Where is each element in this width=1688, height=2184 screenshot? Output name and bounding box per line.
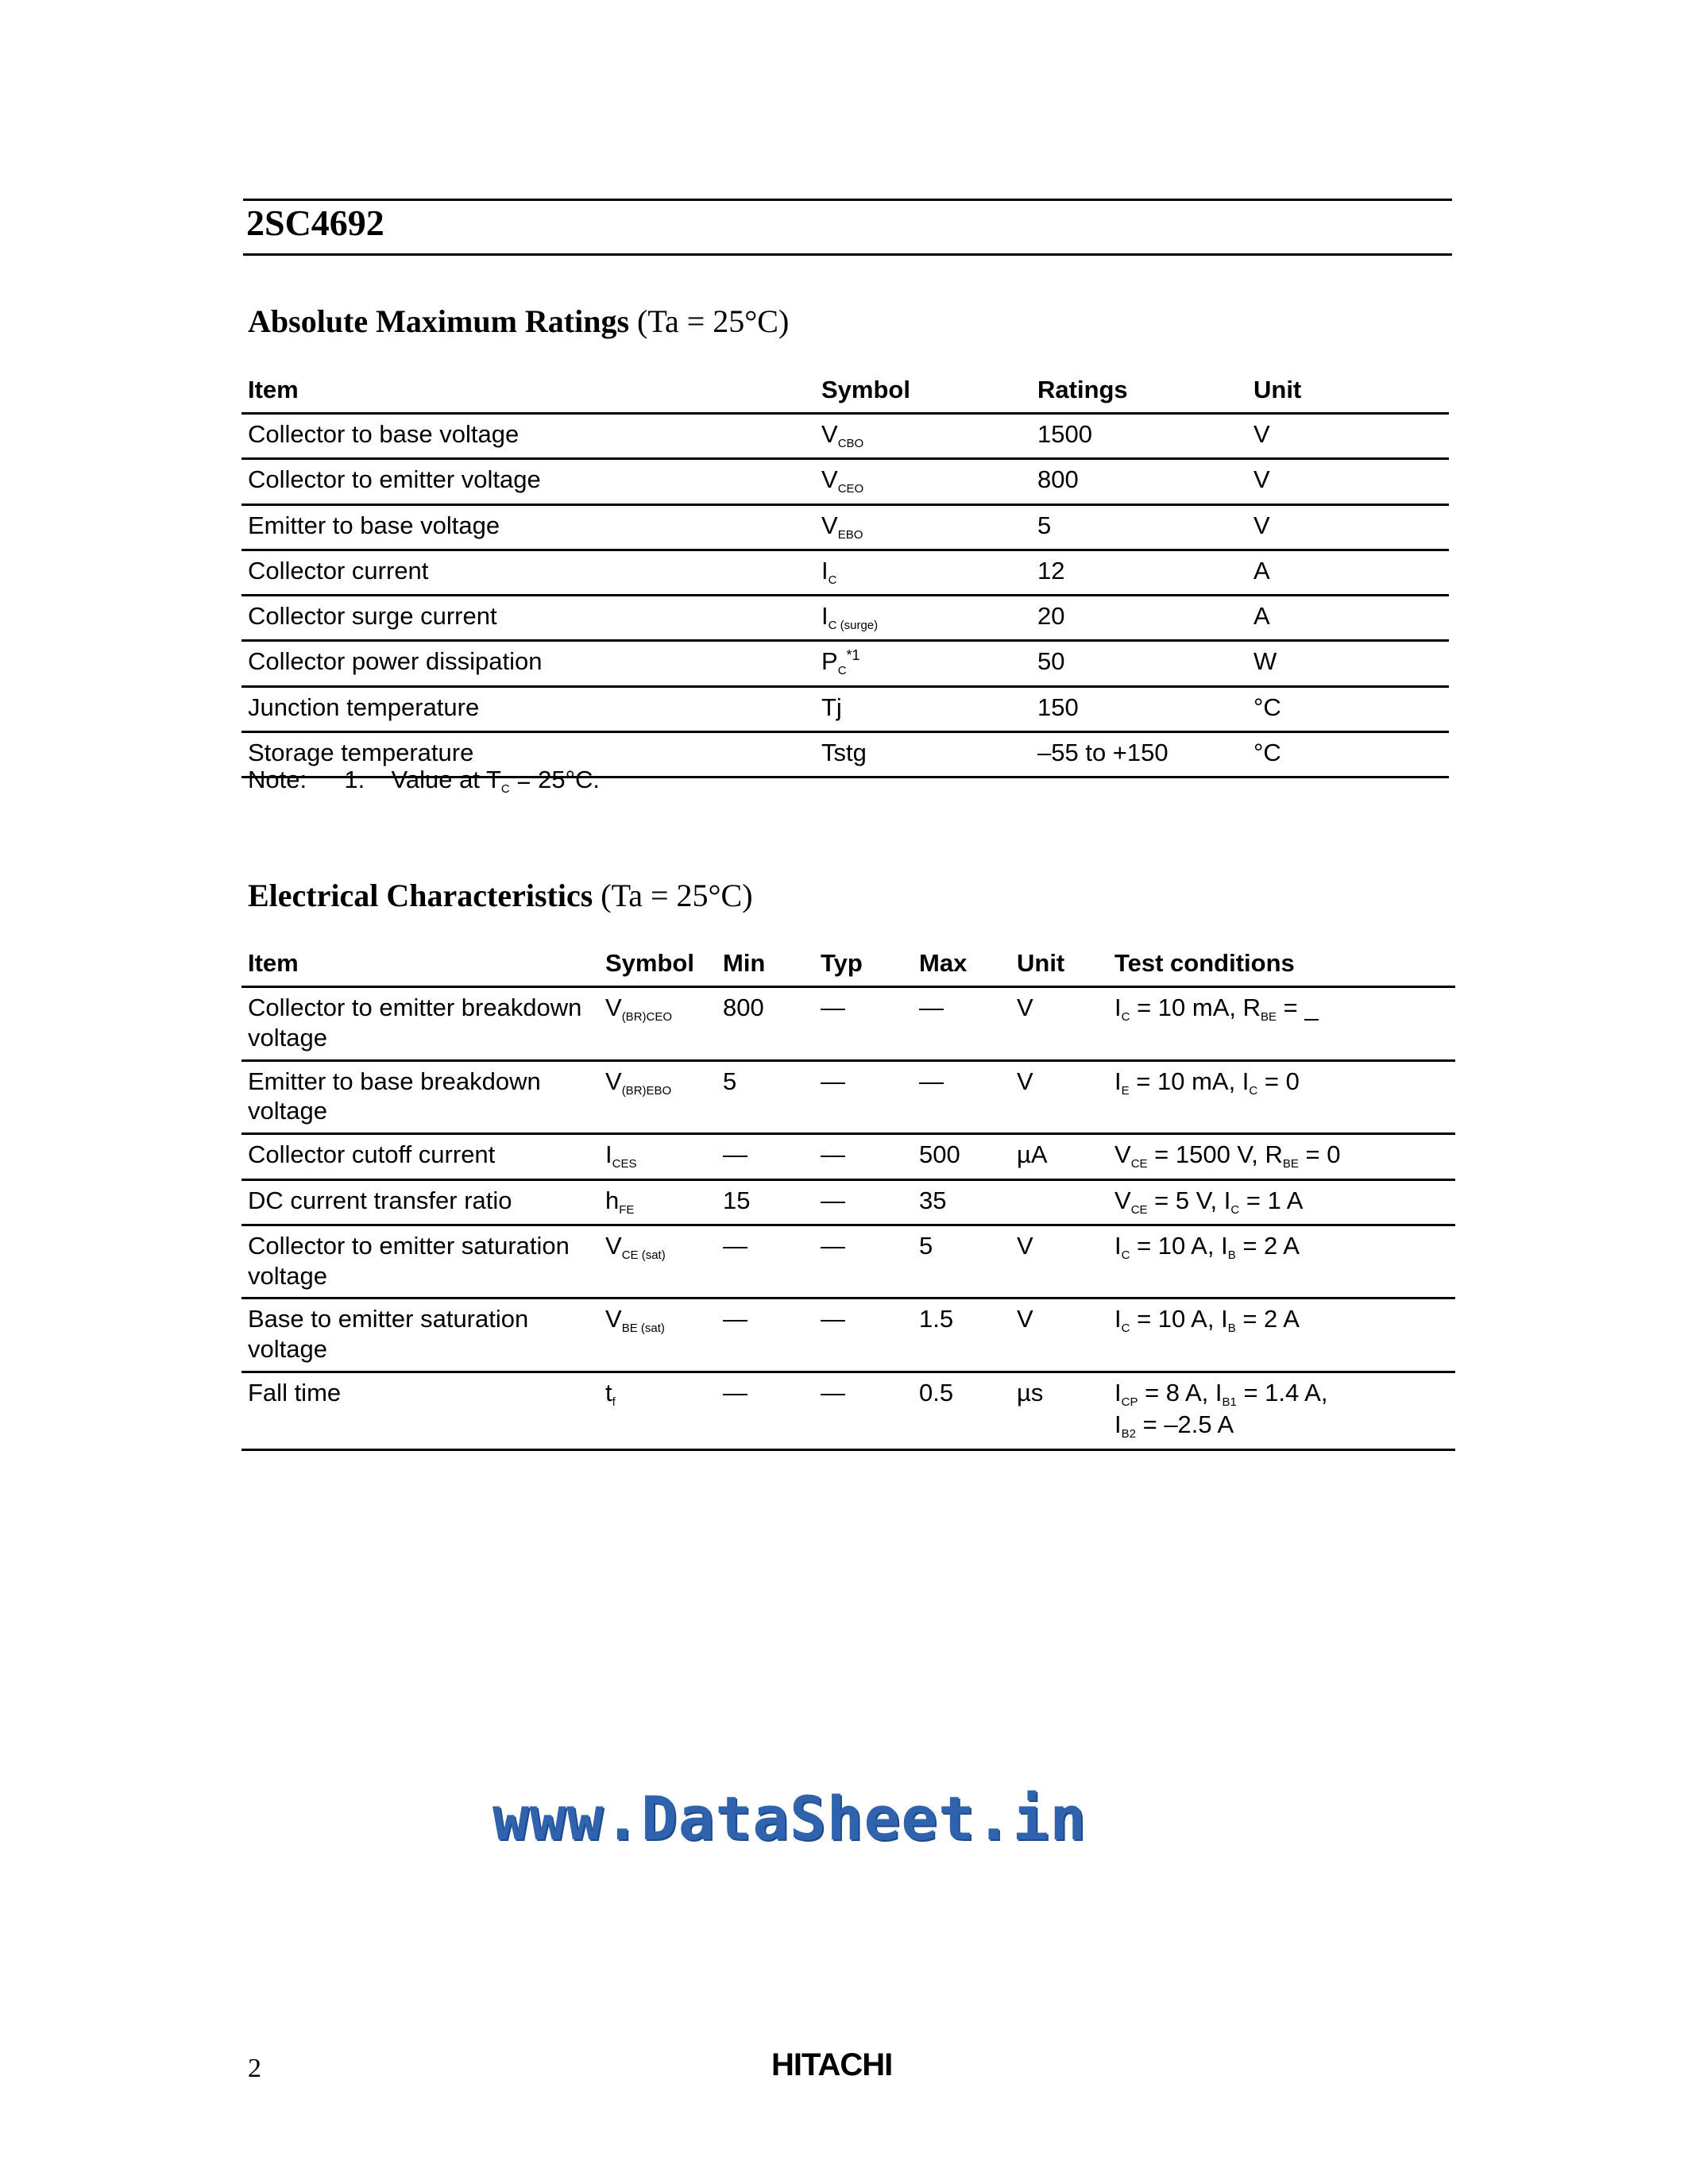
condition-subscript: B2: [1121, 1427, 1136, 1441]
cell-test-conditions: [1108, 1225, 1455, 1298]
column-header-symbol: Symbol: [815, 368, 1031, 414]
cell-test-conditions: [1108, 1298, 1455, 1372]
absolute-max-ratings-table: [241, 368, 1449, 778]
condition-text: = 1.4 A,: [1236, 1379, 1328, 1407]
table-row: [241, 1372, 1455, 1450]
cell-item: Collector surge current: [241, 596, 815, 641]
cell-rating: 800: [1031, 459, 1247, 504]
condition-subscript: CP: [1121, 1395, 1138, 1410]
symbol-main: Tstg: [821, 738, 867, 766]
cell-symbol: [599, 1060, 717, 1134]
condition-text: = 1500 V, R: [1147, 1140, 1283, 1169]
condition-text: = –2.5 A: [1135, 1410, 1234, 1439]
table-row: [241, 459, 1449, 504]
cell-item: [241, 1372, 599, 1450]
table-row: [241, 596, 1449, 641]
item-line: Fall time: [248, 1379, 342, 1407]
cell-item: Storage temperature: [241, 731, 815, 777]
cell-unit: W: [1247, 641, 1449, 686]
cell-typ: —: [814, 1179, 913, 1225]
symbol-main: V: [605, 1231, 622, 1260]
condition-text: I: [1114, 1410, 1122, 1439]
cell-unit: [1010, 1179, 1108, 1225]
cell-symbol: [599, 987, 717, 1061]
cell-typ: —: [814, 987, 913, 1061]
symbol-subscript: FE: [619, 1202, 635, 1217]
cell-symbol: [815, 504, 1031, 550]
cell-min: —: [717, 1372, 814, 1450]
cell-item: Collector current: [241, 550, 815, 595]
cell-max: 500: [913, 1134, 1010, 1179]
cell-symbol: [815, 414, 1031, 459]
cell-max: 1.5: [913, 1298, 1010, 1372]
cell-typ: —: [814, 1372, 913, 1450]
cell-rating: –55 to +150: [1031, 731, 1247, 777]
condition-subscript: C: [1249, 1083, 1258, 1098]
cell-max: 35: [913, 1179, 1010, 1225]
table-header-row: [241, 942, 1455, 987]
cell-item: Collector to emitter voltage: [241, 459, 815, 504]
table-row: [241, 1179, 1455, 1225]
item-line: Base to emitter saturation: [248, 1305, 529, 1333]
symbol-main: I: [821, 556, 829, 585]
condition-text: = 1 A: [1239, 1186, 1304, 1214]
item-line: Emitter to base breakdown: [248, 1067, 541, 1095]
condition-text: I: [1114, 1067, 1122, 1095]
section-title-bold: Electrical Characteristics: [248, 878, 593, 913]
cell-unit: V: [1247, 414, 1449, 459]
cell-min: 15: [717, 1179, 814, 1225]
table-row: [241, 414, 1449, 459]
symbol-main: V: [821, 465, 838, 494]
condition-subscript: C: [1121, 1248, 1130, 1262]
condition-subscript: B: [1227, 1322, 1236, 1336]
column-header-symbol: Symbol: [599, 942, 717, 987]
item-line: Collector cutoff current: [248, 1140, 496, 1169]
table-row: [241, 1060, 1455, 1134]
electrical-characteristics-body: [241, 987, 1455, 1450]
condition-subscript: B: [1227, 1248, 1236, 1262]
condition-text: = 8 A, I: [1138, 1379, 1223, 1407]
symbol-subscript: EBO: [837, 527, 863, 542]
cell-unit: V: [1247, 459, 1449, 504]
symbol-subscript: f: [612, 1395, 616, 1410]
cell-min: —: [717, 1225, 814, 1298]
symbol-main: Tj: [821, 693, 842, 721]
cell-min: —: [717, 1134, 814, 1179]
cell-rating: 12: [1031, 550, 1247, 595]
cell-unit: A: [1247, 550, 1449, 595]
symbol-main: P: [821, 647, 838, 676]
condition-text: = 10 mA, R: [1130, 994, 1261, 1021]
item-line: voltage: [248, 1097, 327, 1125]
item-line: voltage: [248, 1261, 327, 1290]
cell-test-conditions: [1108, 987, 1455, 1061]
column-header-unit: Unit: [1247, 368, 1449, 414]
header-top-rule: [243, 199, 1452, 201]
cell-item: [241, 987, 599, 1061]
condition-subscript: CE: [1130, 1157, 1148, 1171]
condition-text: = 2 A: [1235, 1305, 1300, 1333]
section-title-bold: Absolute Maximum Ratings: [248, 303, 630, 339]
absolute-max-ratings-body: [241, 414, 1449, 778]
table-row: [241, 550, 1449, 595]
cell-unit: V: [1010, 1060, 1108, 1134]
cell-symbol: [815, 641, 1031, 686]
cell-unit: µs: [1010, 1372, 1108, 1450]
condition-text: = 2 A: [1235, 1231, 1300, 1260]
symbol-subscript: CE (sat): [621, 1248, 666, 1262]
cell-max: 5: [913, 1225, 1010, 1298]
brand-logo: HITACHI: [771, 2047, 893, 2082]
electrical-characteristics-table: [241, 942, 1455, 1451]
column-header-item: Item: [241, 942, 599, 987]
symbol-subscript: C (surge): [828, 619, 879, 633]
condition-text: = 10 mA, I: [1129, 1067, 1250, 1095]
symbol-main: V: [605, 1305, 622, 1333]
symbol-subscript: C: [837, 664, 847, 678]
condition-text: = 0: [1257, 1067, 1300, 1095]
condition-subscript: C: [1121, 1010, 1130, 1024]
cell-max: 0.5: [913, 1372, 1010, 1450]
cell-rating: 1500: [1031, 414, 1247, 459]
cell-rating: 150: [1031, 686, 1247, 731]
symbol-main: t: [605, 1379, 612, 1407]
symbol-subscript: CEO: [837, 482, 864, 496]
condition-subscript: CE: [1130, 1202, 1148, 1217]
table-row: [241, 1134, 1455, 1179]
cell-symbol: [815, 731, 1031, 777]
condition-subscript: B1: [1222, 1395, 1237, 1410]
item-line: Collector to emitter breakdown: [248, 994, 582, 1021]
symbol-subscript: BE (sat): [621, 1322, 665, 1336]
condition-text: = 5 V, I: [1147, 1186, 1231, 1214]
column-header-max: Max: [913, 942, 1010, 987]
cell-unit: V: [1010, 987, 1108, 1061]
cell-test-conditions: [1108, 1372, 1455, 1450]
symbol-main: I: [821, 602, 829, 631]
column-header-unit: Unit: [1010, 942, 1108, 987]
cell-item: [241, 1134, 599, 1179]
cell-rating: 20: [1031, 596, 1247, 641]
cell-item: Junction temperature: [241, 686, 815, 731]
absolute-max-ratings-title: [248, 303, 790, 339]
condition-subscript: C: [1121, 1322, 1130, 1336]
cell-symbol: [815, 459, 1031, 504]
note-label: Note:: [248, 766, 307, 793]
part-number-title: 2SC4692: [246, 203, 384, 243]
cell-item: [241, 1179, 599, 1225]
symbol-subscript: (BR)CEO: [621, 1010, 673, 1024]
watermark-logo: www.DataSheet.in: [492, 1783, 1087, 1854]
condition-subscript: C: [1230, 1202, 1240, 1217]
symbol-subscript: CBO: [837, 437, 864, 450]
item-line: DC current transfer ratio: [248, 1186, 512, 1214]
condition-text: V: [1114, 1140, 1131, 1169]
symbol-main: h: [605, 1186, 620, 1214]
cell-unit: V: [1010, 1225, 1108, 1298]
cell-item: [241, 1060, 599, 1134]
cell-symbol: [815, 550, 1031, 595]
column-header-item: Item: [241, 368, 815, 414]
symbol-footnote-mark: *1: [846, 647, 860, 664]
cell-test-conditions: [1108, 1060, 1455, 1134]
page-number: 2: [248, 2054, 261, 2083]
table-footnote: [248, 767, 600, 795]
item-line: voltage: [248, 1023, 327, 1051]
cell-unit: V: [1247, 504, 1449, 550]
condition-text: = 10 A, I: [1130, 1305, 1228, 1333]
condition-subscript: BE: [1261, 1010, 1277, 1024]
table-row: [241, 686, 1449, 731]
cell-unit: A: [1247, 596, 1449, 641]
symbol-main: V: [605, 994, 622, 1021]
cell-symbol: [599, 1134, 717, 1179]
cell-unit: µA: [1010, 1134, 1108, 1179]
note-number: 1.: [344, 766, 365, 793]
cell-item: Collector power dissipation: [241, 641, 815, 686]
cell-item: [241, 1225, 599, 1298]
condition-text: I: [1114, 994, 1122, 1021]
symbol-main: V: [605, 1067, 622, 1095]
column-header-min: Min: [717, 942, 814, 987]
cell-symbol: [599, 1298, 717, 1372]
cell-symbol: [815, 596, 1031, 641]
symbol-subscript: CES: [612, 1157, 637, 1171]
column-header-test-conditions: Test conditions: [1108, 942, 1455, 987]
cell-typ: —: [814, 1225, 913, 1298]
condition-text: I: [1114, 1231, 1122, 1260]
cell-min: 800: [717, 987, 814, 1061]
item-line: Collector to emitter saturation: [248, 1231, 570, 1260]
item-line: voltage: [248, 1335, 327, 1364]
condition-text: = 0: [1298, 1140, 1341, 1169]
electrical-characteristics-title: [248, 880, 753, 912]
condition-text: = 10 A, I: [1130, 1231, 1228, 1260]
symbol-subscript: C: [828, 573, 837, 587]
condition-subscript: BE: [1282, 1157, 1299, 1171]
table-row: [241, 1298, 1455, 1372]
symbol-main: V: [821, 420, 838, 448]
cell-max: —: [913, 1060, 1010, 1134]
cell-typ: —: [814, 1134, 913, 1179]
table-row: [241, 987, 1455, 1061]
cell-typ: —: [814, 1298, 913, 1372]
condition-subscript: E: [1121, 1083, 1130, 1098]
symbol-main: I: [605, 1140, 612, 1169]
cell-symbol: [815, 686, 1031, 731]
cell-item: Collector to base voltage: [241, 414, 815, 459]
cell-symbol: [599, 1225, 717, 1298]
header-bottom-rule: [243, 253, 1452, 256]
cell-unit: °C: [1247, 731, 1449, 777]
symbol-main: V: [821, 511, 838, 539]
cell-unit: °C: [1247, 686, 1449, 731]
condition-text: V: [1114, 1186, 1131, 1214]
column-header-typ: Typ: [814, 942, 913, 987]
condition-text: I: [1114, 1305, 1122, 1333]
cell-max: —: [913, 987, 1010, 1061]
cell-test-conditions: [1108, 1134, 1455, 1179]
cell-item: [241, 1298, 599, 1372]
cell-rating: 50: [1031, 641, 1247, 686]
cell-test-conditions: [1108, 1179, 1455, 1225]
cell-min: —: [717, 1298, 814, 1372]
note-text: Value at $T_C = 25^\circ C$.: [391, 766, 600, 796]
cell-symbol: [599, 1372, 717, 1450]
cell-symbol: [599, 1179, 717, 1225]
table-header-row: [241, 368, 1449, 414]
table-row: [241, 1225, 1455, 1298]
table-row: [241, 641, 1449, 686]
cell-typ: —: [814, 1060, 913, 1134]
cell-unit: V: [1010, 1298, 1108, 1372]
column-header-ratings: Ratings: [1031, 368, 1247, 414]
table-row: [241, 504, 1449, 550]
section-title-condition: (Ta = 25°C): [601, 878, 753, 913]
condition-text: = _: [1277, 994, 1319, 1021]
cell-rating: 5: [1031, 504, 1247, 550]
section-title-condition: (Ta = 25°C): [637, 303, 790, 339]
symbol-subscript: (BR)EBO: [621, 1083, 672, 1098]
cell-min: 5: [717, 1060, 814, 1134]
cell-item: Emitter to base voltage: [241, 504, 815, 550]
condition-text: I: [1114, 1379, 1122, 1407]
